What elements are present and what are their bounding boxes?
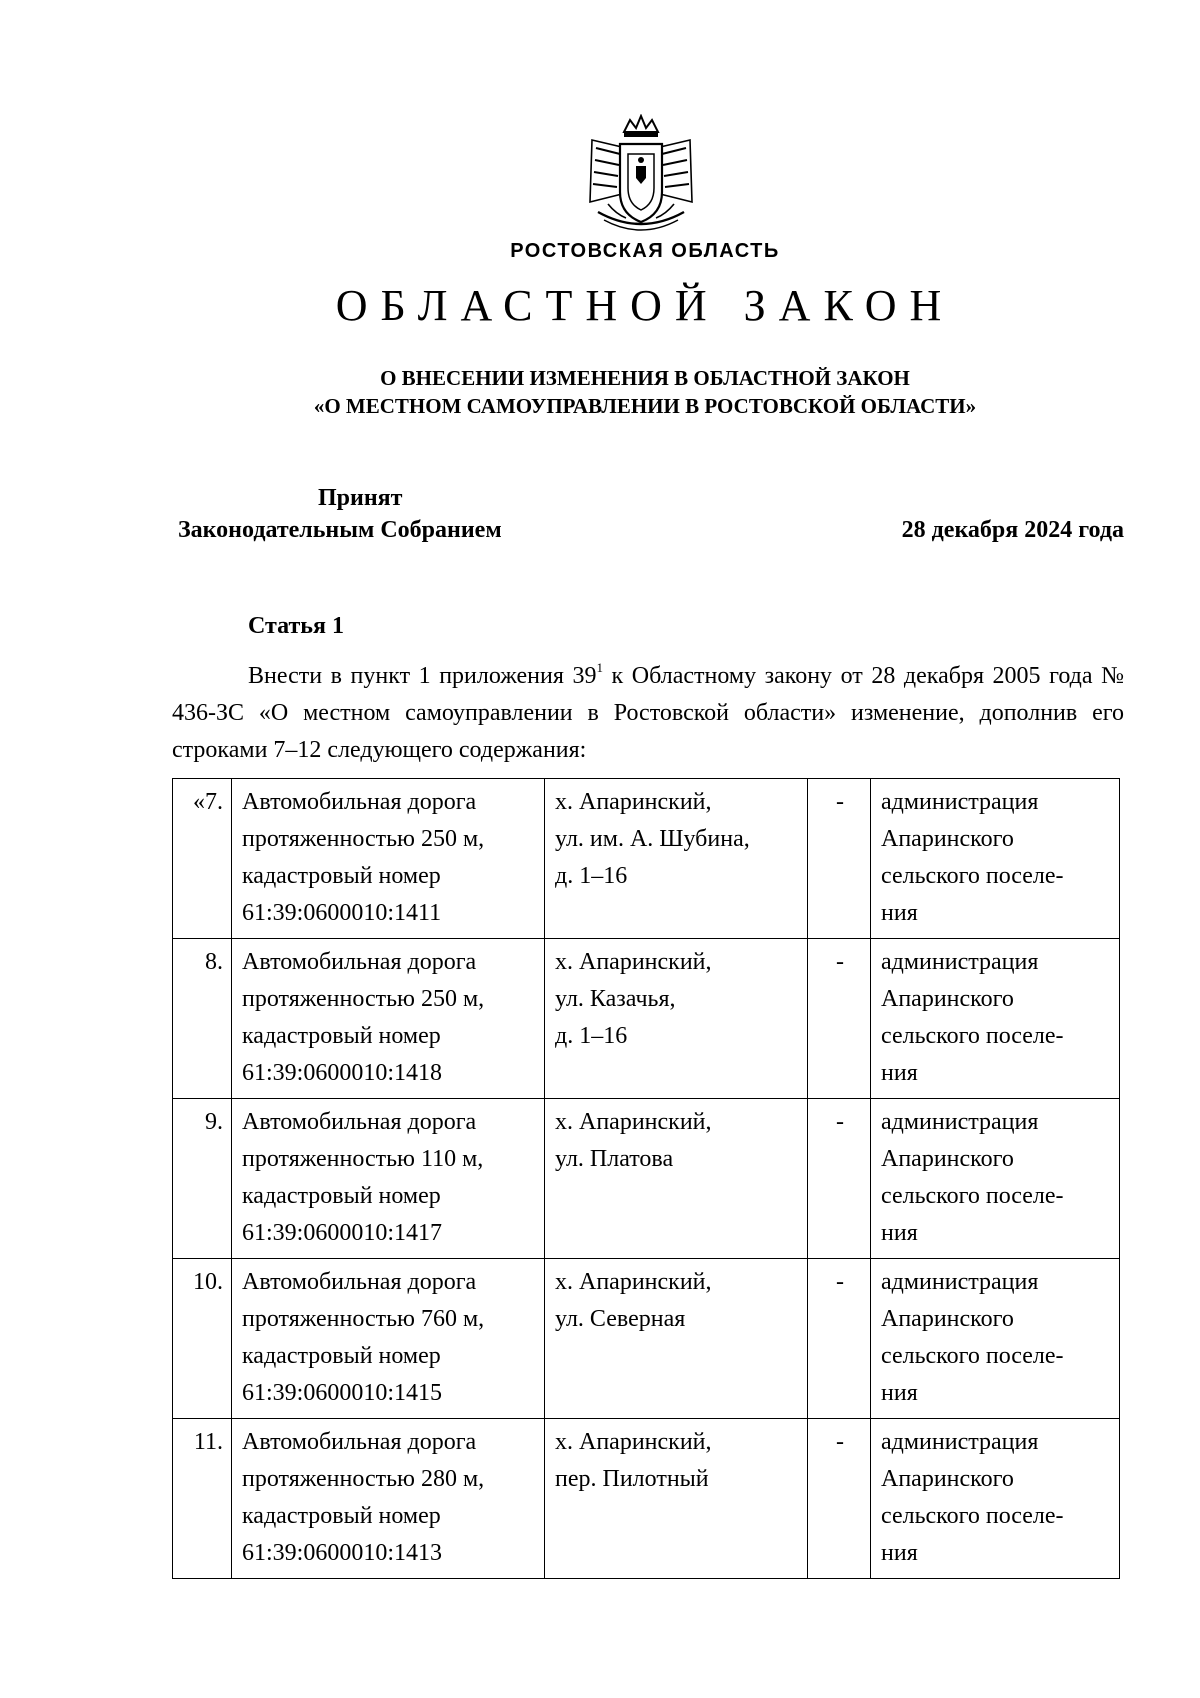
article-superscript: 1: [596, 660, 603, 675]
article-heading: Статья 1: [248, 613, 344, 639]
administration-cell-line: Апаринского: [881, 1306, 1014, 1332]
road-description-cell: [232, 939, 545, 1099]
administration-cell-line: сельского поселе-: [881, 863, 1064, 889]
administration-cell-line: сельского поселе-: [881, 1183, 1064, 1209]
adoption-date: 28 декабря 2024 года: [901, 517, 1124, 543]
administration-cell-line: администрация: [881, 1269, 1039, 1295]
road-description-cell: [232, 1259, 545, 1419]
road-description-cell-line: протяженностью 250 м,: [242, 986, 485, 1012]
road-description-cell-line: 61:39:0600010:1418: [242, 1060, 443, 1086]
road-description-cell-line: кадастровый номер: [242, 1343, 441, 1369]
row-number-cell: 11.: [173, 1419, 232, 1579]
row-number-cell: «7.: [173, 779, 232, 939]
address-cell: [545, 779, 808, 939]
address-cell-line: х. Апаринский,: [555, 949, 712, 975]
administration-cell-line: Апаринского: [881, 1466, 1014, 1492]
dash-cell: -: [808, 1259, 871, 1419]
amendment-table: [172, 778, 1120, 1579]
document-title: [0, 364, 1200, 420]
road-description-cell-line: протяженностью 760 м,: [242, 1306, 485, 1332]
table-row: [173, 1099, 1120, 1259]
table-row: [173, 1419, 1120, 1579]
administration-cell-line: администрация: [881, 789, 1039, 815]
administration-cell: [871, 939, 1120, 1099]
dash-cell: -: [808, 939, 871, 1099]
address-cell-line: х. Апаринский,: [555, 1269, 712, 1295]
address-cell-line: ул. им. А. Шубина,: [555, 826, 750, 852]
document-title-line1: О ВНЕСЕНИИ ИЗМЕНЕНИЯ В ОБЛАСТНОЙ ЗАКОН: [380, 366, 910, 390]
address-cell-line: ул. Казачья,: [555, 986, 676, 1012]
address-cell-line: д. 1–16: [555, 863, 628, 889]
administration-cell-line: сельского поселе-: [881, 1343, 1064, 1369]
address-cell-line: ул. Платова: [555, 1146, 674, 1172]
road-description-cell-line: протяженностью 280 м,: [242, 1466, 485, 1492]
road-description-cell: [232, 1419, 545, 1579]
administration-cell-line: ния: [881, 1220, 918, 1246]
road-description-cell-line: кадастровый номер: [242, 1183, 441, 1209]
article-paragraph: [172, 651, 1124, 769]
table-row: [173, 939, 1120, 1099]
article-text-part2: к Областному закону от 28 декабря 2005 года № 436-ЗС «О местном самоуправлении в Ростовской области» изменение, дополнив его строками 7–12 следующего содержания:: [172, 663, 1124, 763]
administration-cell-line: ния: [881, 1060, 918, 1086]
document-title-line2: «О МЕСТНОМ САМОУПРАВЛЕНИИ В РОСТОВСКОЙ ОБЛАСТИ»: [313, 394, 977, 418]
administration-cell-line: ния: [881, 1540, 918, 1566]
road-description-cell-line: кадастровый номер: [242, 863, 441, 889]
address-cell: [545, 1259, 808, 1419]
road-description-cell-line: 61:39:0600010:1411: [242, 900, 442, 926]
road-description-cell-line: протяженностью 110 м,: [242, 1146, 484, 1172]
administration-cell-line: сельского поселе-: [881, 1023, 1064, 1049]
address-cell-line: х. Апаринский,: [555, 1429, 712, 1455]
coat-of-arms-emblem: [586, 114, 696, 234]
dash-cell: -: [808, 779, 871, 939]
road-description-cell-line: Автомобильная дорога: [242, 1109, 477, 1135]
address-cell: [545, 939, 808, 1099]
administration-cell-line: Апаринского: [881, 1146, 1014, 1172]
article-text-part1: Внести в пункт 1 приложения 39: [248, 663, 597, 689]
road-description-cell-line: 61:39:0600010:1413: [242, 1540, 443, 1566]
administration-cell-line: ния: [881, 900, 918, 926]
administration-cell-line: Апаринского: [881, 826, 1014, 852]
road-description-cell-line: 61:39:0600010:1415: [242, 1380, 443, 1406]
region-name: РОСТОВСКАЯ ОБЛАСТЬ: [510, 240, 780, 262]
address-cell-line: пер. Пилотный: [555, 1466, 709, 1492]
administration-cell-line: ния: [881, 1380, 918, 1406]
row-number-cell: 10.: [173, 1259, 232, 1419]
administration-cell-line: администрация: [881, 1429, 1039, 1455]
road-description-cell-line: кадастровый номер: [242, 1503, 441, 1529]
address-cell-line: х. Апаринский,: [555, 789, 712, 815]
dash-cell: -: [808, 1099, 871, 1259]
row-number-cell: 9.: [173, 1099, 232, 1259]
road-description-cell: [232, 1099, 545, 1259]
administration-cell: [871, 1259, 1120, 1419]
road-description-cell-line: протяженностью 250 м,: [242, 826, 485, 852]
address-cell: [545, 1099, 808, 1259]
address-cell-line: х. Апаринский,: [555, 1109, 712, 1135]
road-description-cell-line: Автомобильная дорога: [242, 789, 477, 815]
address-cell: [545, 1419, 808, 1579]
document-type: ОБЛАСТНОЙ ЗАКОН: [335, 281, 955, 330]
road-description-cell-line: Автомобильная дорога: [242, 949, 477, 975]
administration-cell: [871, 779, 1120, 939]
road-description-cell-line: Автомобильная дорога: [242, 1429, 477, 1455]
road-description-cell-line: кадастровый номер: [242, 1023, 441, 1049]
table-row: [173, 1259, 1120, 1419]
administration-cell: [871, 1419, 1120, 1579]
administration-cell: [871, 1099, 1120, 1259]
road-description-cell: [232, 779, 545, 939]
administration-cell-line: администрация: [881, 949, 1039, 975]
dash-cell: -: [808, 1419, 871, 1579]
administration-cell-line: сельского поселе-: [881, 1503, 1064, 1529]
address-cell-line: д. 1–16: [555, 1023, 628, 1049]
road-description-cell-line: Автомобильная дорога: [242, 1269, 477, 1295]
table-row: [173, 779, 1120, 939]
administration-cell-line: Апаринского: [881, 986, 1014, 1012]
administration-cell-line: администрация: [881, 1109, 1039, 1135]
road-description-cell-line: 61:39:0600010:1417: [242, 1220, 443, 1246]
row-number-cell: 8.: [173, 939, 232, 1099]
address-cell-line: ул. Северная: [555, 1306, 686, 1332]
adopted-by: Законодательным Собранием: [178, 517, 502, 543]
adopted-label: Принят: [318, 485, 403, 511]
